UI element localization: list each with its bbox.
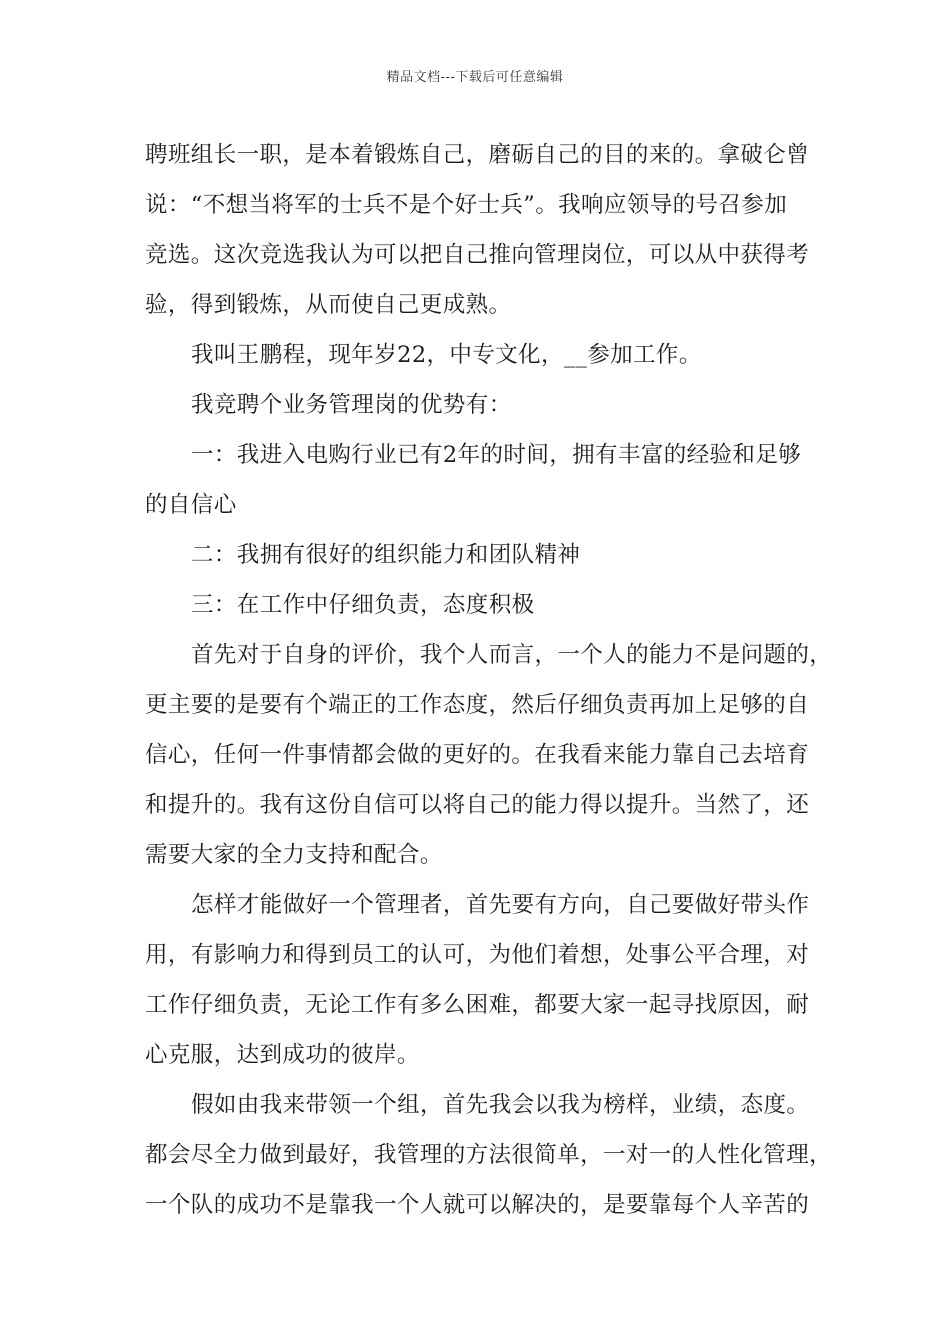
text-line: 更主要的是要有个端正的工作态度，然后仔细负责再加上足够的自 bbox=[145, 692, 810, 718]
text-line: 三：在工作中仔细负责，态度积极 bbox=[191, 592, 535, 618]
text-line: 需要大家的全力支持和配合。 bbox=[145, 842, 443, 868]
page-header: 精品文档---下载后可任意编辑 bbox=[386, 70, 564, 85]
text-line: 工作仔细负责，无论工作有多么困难，都要大家一起寻找原因，耐 bbox=[145, 992, 810, 1018]
text-line: 聘班组长一职，是本着锻炼自己，磨砺自己的目的来的。拿破仑曾 bbox=[145, 142, 810, 168]
text-line: 的自信心 bbox=[145, 492, 237, 518]
text-line: 用，有影响力和得到员工的认可，为他们着想，处事公平合理，对 bbox=[145, 942, 810, 968]
text-line: 我叫王鹏程，现年岁22，中专文化，__参加工作。 bbox=[191, 342, 702, 368]
text-line: 我竞聘个业务管理岗的优势有： bbox=[191, 392, 512, 418]
text-line: 假如由我来带领一个组，首先我会以我为榜样，业绩，态度。 bbox=[191, 1092, 810, 1118]
text-line: 竞选。这次竞选我认为可以把自己推向管理岗位，可以从中获得考 bbox=[145, 242, 810, 268]
text-line: 首先对于自身的评价，我个人而言，一个人的能力不是问题的， bbox=[191, 642, 833, 668]
text-line: 心克服，达到成功的彼岸。 bbox=[145, 1042, 420, 1068]
text-line: 和提升的。我有这份自信可以将自己的能力得以提升。当然了，还 bbox=[145, 792, 810, 818]
text-line: 验，得到锻炼，从而使自己更成熟。 bbox=[145, 292, 512, 318]
text-line: 说：“不想当将军的士兵不是个好士兵”。我响应领导的号召参加 bbox=[145, 192, 788, 218]
text-line: 一：我进入电购行业已有2年的时间，拥有丰富的经验和足够 bbox=[191, 442, 802, 468]
text-line: 信心，任何一件事情都会做的更好的。在我看来能力靠自己去培育 bbox=[145, 742, 810, 768]
text-line: 怎样才能做好一个管理者，首先要有方向，自己要做好带头作 bbox=[191, 892, 810, 918]
document-body bbox=[145, 130, 833, 1230]
text-line: 都会尽全力做到最好，我管理的方法很简单，一对一的人性化管理， bbox=[145, 1142, 833, 1168]
text-line: 一个队的成功不是靠我一个人就可以解决的，是要靠每个人辛苦的 bbox=[145, 1192, 810, 1218]
text-line: 二：我拥有很好的组织能力和团队精神 bbox=[191, 542, 581, 568]
